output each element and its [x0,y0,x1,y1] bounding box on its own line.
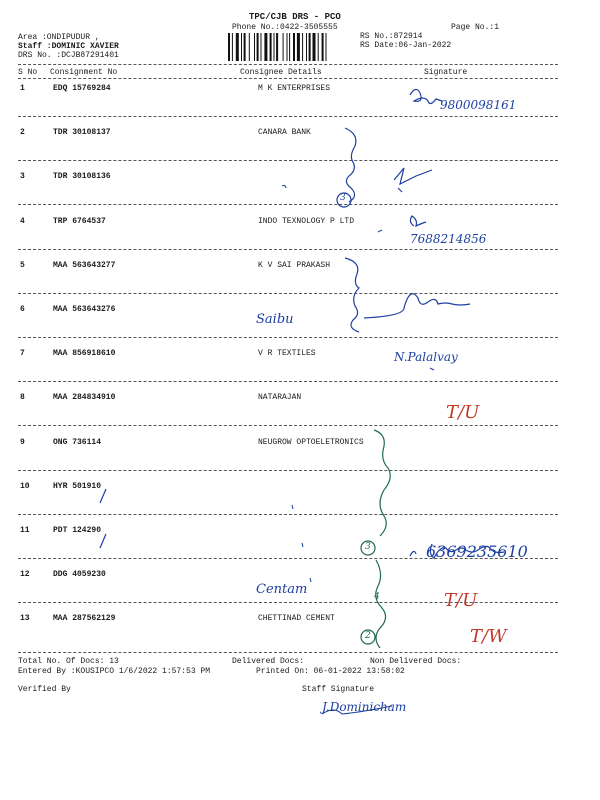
ink-tick [302,543,303,547]
barcode-bar [264,33,267,61]
document-title: TPC/CJB DRS - PCO [249,12,341,22]
bracket-mark [345,128,356,202]
drs-number: DRS No. :DCJB87291401 [18,51,119,60]
col-sno-header: S No [18,68,38,77]
row-consignment-no: ONG 736114 [53,438,102,447]
verified-by: Verified By [18,685,71,694]
row-consignment-no: TDR 30108136 [53,172,111,181]
staff-signature-handwritten: J.Dominicham [322,700,407,714]
row-consignment-no: EDQ 15769284 [53,84,111,93]
handwritten-mark: T/U [444,590,478,611]
barcode-bar [244,33,246,61]
handwritten-name: Centam [256,582,308,597]
barcode-bar [270,33,272,61]
row-divider [18,204,558,205]
bracket-mark [345,258,359,332]
barcode-bar [313,33,316,61]
signature-scribble [410,89,442,103]
barcode-bar [309,33,311,61]
ink-tick [430,368,434,370]
signature-scribble [364,294,470,318]
total-docs: Total No. Of Docs: 13 [18,657,119,666]
circled-number: 3 [365,542,371,552]
area-label: Area :ONDIPUDUR , [18,33,100,42]
barcode-bar [326,33,327,61]
col-consignee-header: Consignee Details [240,68,322,77]
handwritten-phone: 6369235610 [426,542,528,561]
row-divider [18,514,558,515]
staff-signature-label: Staff Signature [302,685,375,694]
entered-by: Entered By :KOUSIPCO 1/6/2022 1:57:53 PM [18,667,211,676]
row-divider [18,116,558,117]
row-consignee: NEUGROW OPTOELETRONICS [258,438,364,447]
row-consignee: K V SAI PRAKASH [258,261,331,270]
bracket-mark [374,430,390,536]
row-divider [18,381,558,382]
barcode-bar [276,33,278,61]
row-sno: 3 [20,172,25,181]
divider [18,78,558,79]
row-sno: 9 [20,438,25,447]
row-sno: 8 [20,393,25,402]
row-sno: 11 [20,526,30,535]
row-sno: 13 [20,614,30,623]
barcode-bar [236,33,239,61]
barcode-bar [232,33,233,61]
row-sno: 1 [20,84,25,93]
row-consignee: V R TEXTILES [258,349,316,358]
row-divider [18,249,558,250]
phone-number: Phone No.:0422-3505555 [232,23,338,32]
row-consignee: CANARA BANK [258,128,311,137]
row-sno: 2 [20,128,25,137]
row-consignee: NATARAJAN [258,393,302,402]
barcode-bar [289,33,290,61]
ink-tick [282,185,286,188]
divider [18,652,558,653]
barcode-bar [254,33,255,61]
barcode-bar [322,33,324,61]
non-delivered-docs: Non Delivered Docs: [370,657,462,666]
handwritten-name: Saibu [256,312,294,327]
barcode-bar [318,33,319,61]
ink-tick [310,578,311,582]
circled-number: 2 [365,631,371,641]
handwritten-mark: T/U [446,402,480,423]
handwritten-phone: 9800098161 [440,98,517,112]
barcode-bar [306,33,307,61]
handwritten-phone: 7688214856 [410,232,487,246]
row-sno: 5 [20,261,25,270]
row-consignment-no: MAA 563643276 [53,305,116,314]
row-sno: 12 [20,570,30,579]
row-sno: 4 [20,217,25,226]
circled-number: 4 [374,592,380,602]
row-consignment-no: MAA 287562129 [53,614,116,623]
row-consignment-no: DDG 4059230 [53,570,106,579]
barcode-bar [261,33,262,61]
barcode-bar [257,33,259,61]
staff-label: Staff :DOMINIC XAVIER [18,42,119,51]
handwritten-signature: N.Palalvay [394,350,458,364]
row-sno: 7 [20,349,25,358]
delivered-docs: Delivered Docs: [232,657,305,666]
barcode-bar [274,33,275,61]
row-divider [18,160,558,161]
row-consignee: CHETTINAD CEMENT [258,614,335,623]
circled-number: 3 [340,193,346,203]
bracket-mark [376,560,386,648]
signature-scribble [410,216,426,226]
barcode-bar [283,33,284,61]
signature-scribble [394,168,432,192]
barcode-bar [302,33,303,61]
barcode-bar [293,33,295,61]
barcode-bar [228,33,230,61]
row-sno: 6 [20,305,25,314]
row-consignment-no: TRP 6764537 [53,217,106,226]
col-consignment-header: Consignment No [50,68,118,77]
row-consignment-no: MAA 856918610 [53,349,116,358]
barcode-bar [297,33,300,61]
col-signature-header: Signature [424,68,468,77]
barcode-bar [249,33,250,61]
rs-date: RS Date:06-Jan-2022 [360,41,452,50]
barcode-bar [287,33,288,61]
row-consignee: M K ENTERPRISES [258,84,331,93]
row-consignment-no: TDR 30108137 [53,128,111,137]
row-consignment-no: MAA 563643277 [53,261,116,270]
row-divider [18,293,558,294]
barcode [228,33,356,61]
row-consignment-no: HYR 501910 [53,482,102,491]
printed-on: Printed On: 06-01-2022 13:58:02 [256,667,405,676]
row-divider [18,337,558,338]
handwritten-mark: T/W [470,626,507,647]
barcode-bar [241,33,242,61]
row-divider [18,425,558,426]
ink-tick [292,505,293,509]
row-consignee: INDO TEXNOLOGY P LTD [258,217,355,226]
row-sno: 10 [20,482,30,491]
divider [18,64,558,65]
row-consignment-no: PDT 124290 [53,526,102,535]
page-number: Page No.:1 [451,23,500,32]
row-divider [18,470,558,471]
ink-tick [378,230,382,232]
row-consignment-no: MAA 284834910 [53,393,116,402]
rs-number: RS No.:872914 [360,32,423,41]
ink-tick [100,534,106,548]
